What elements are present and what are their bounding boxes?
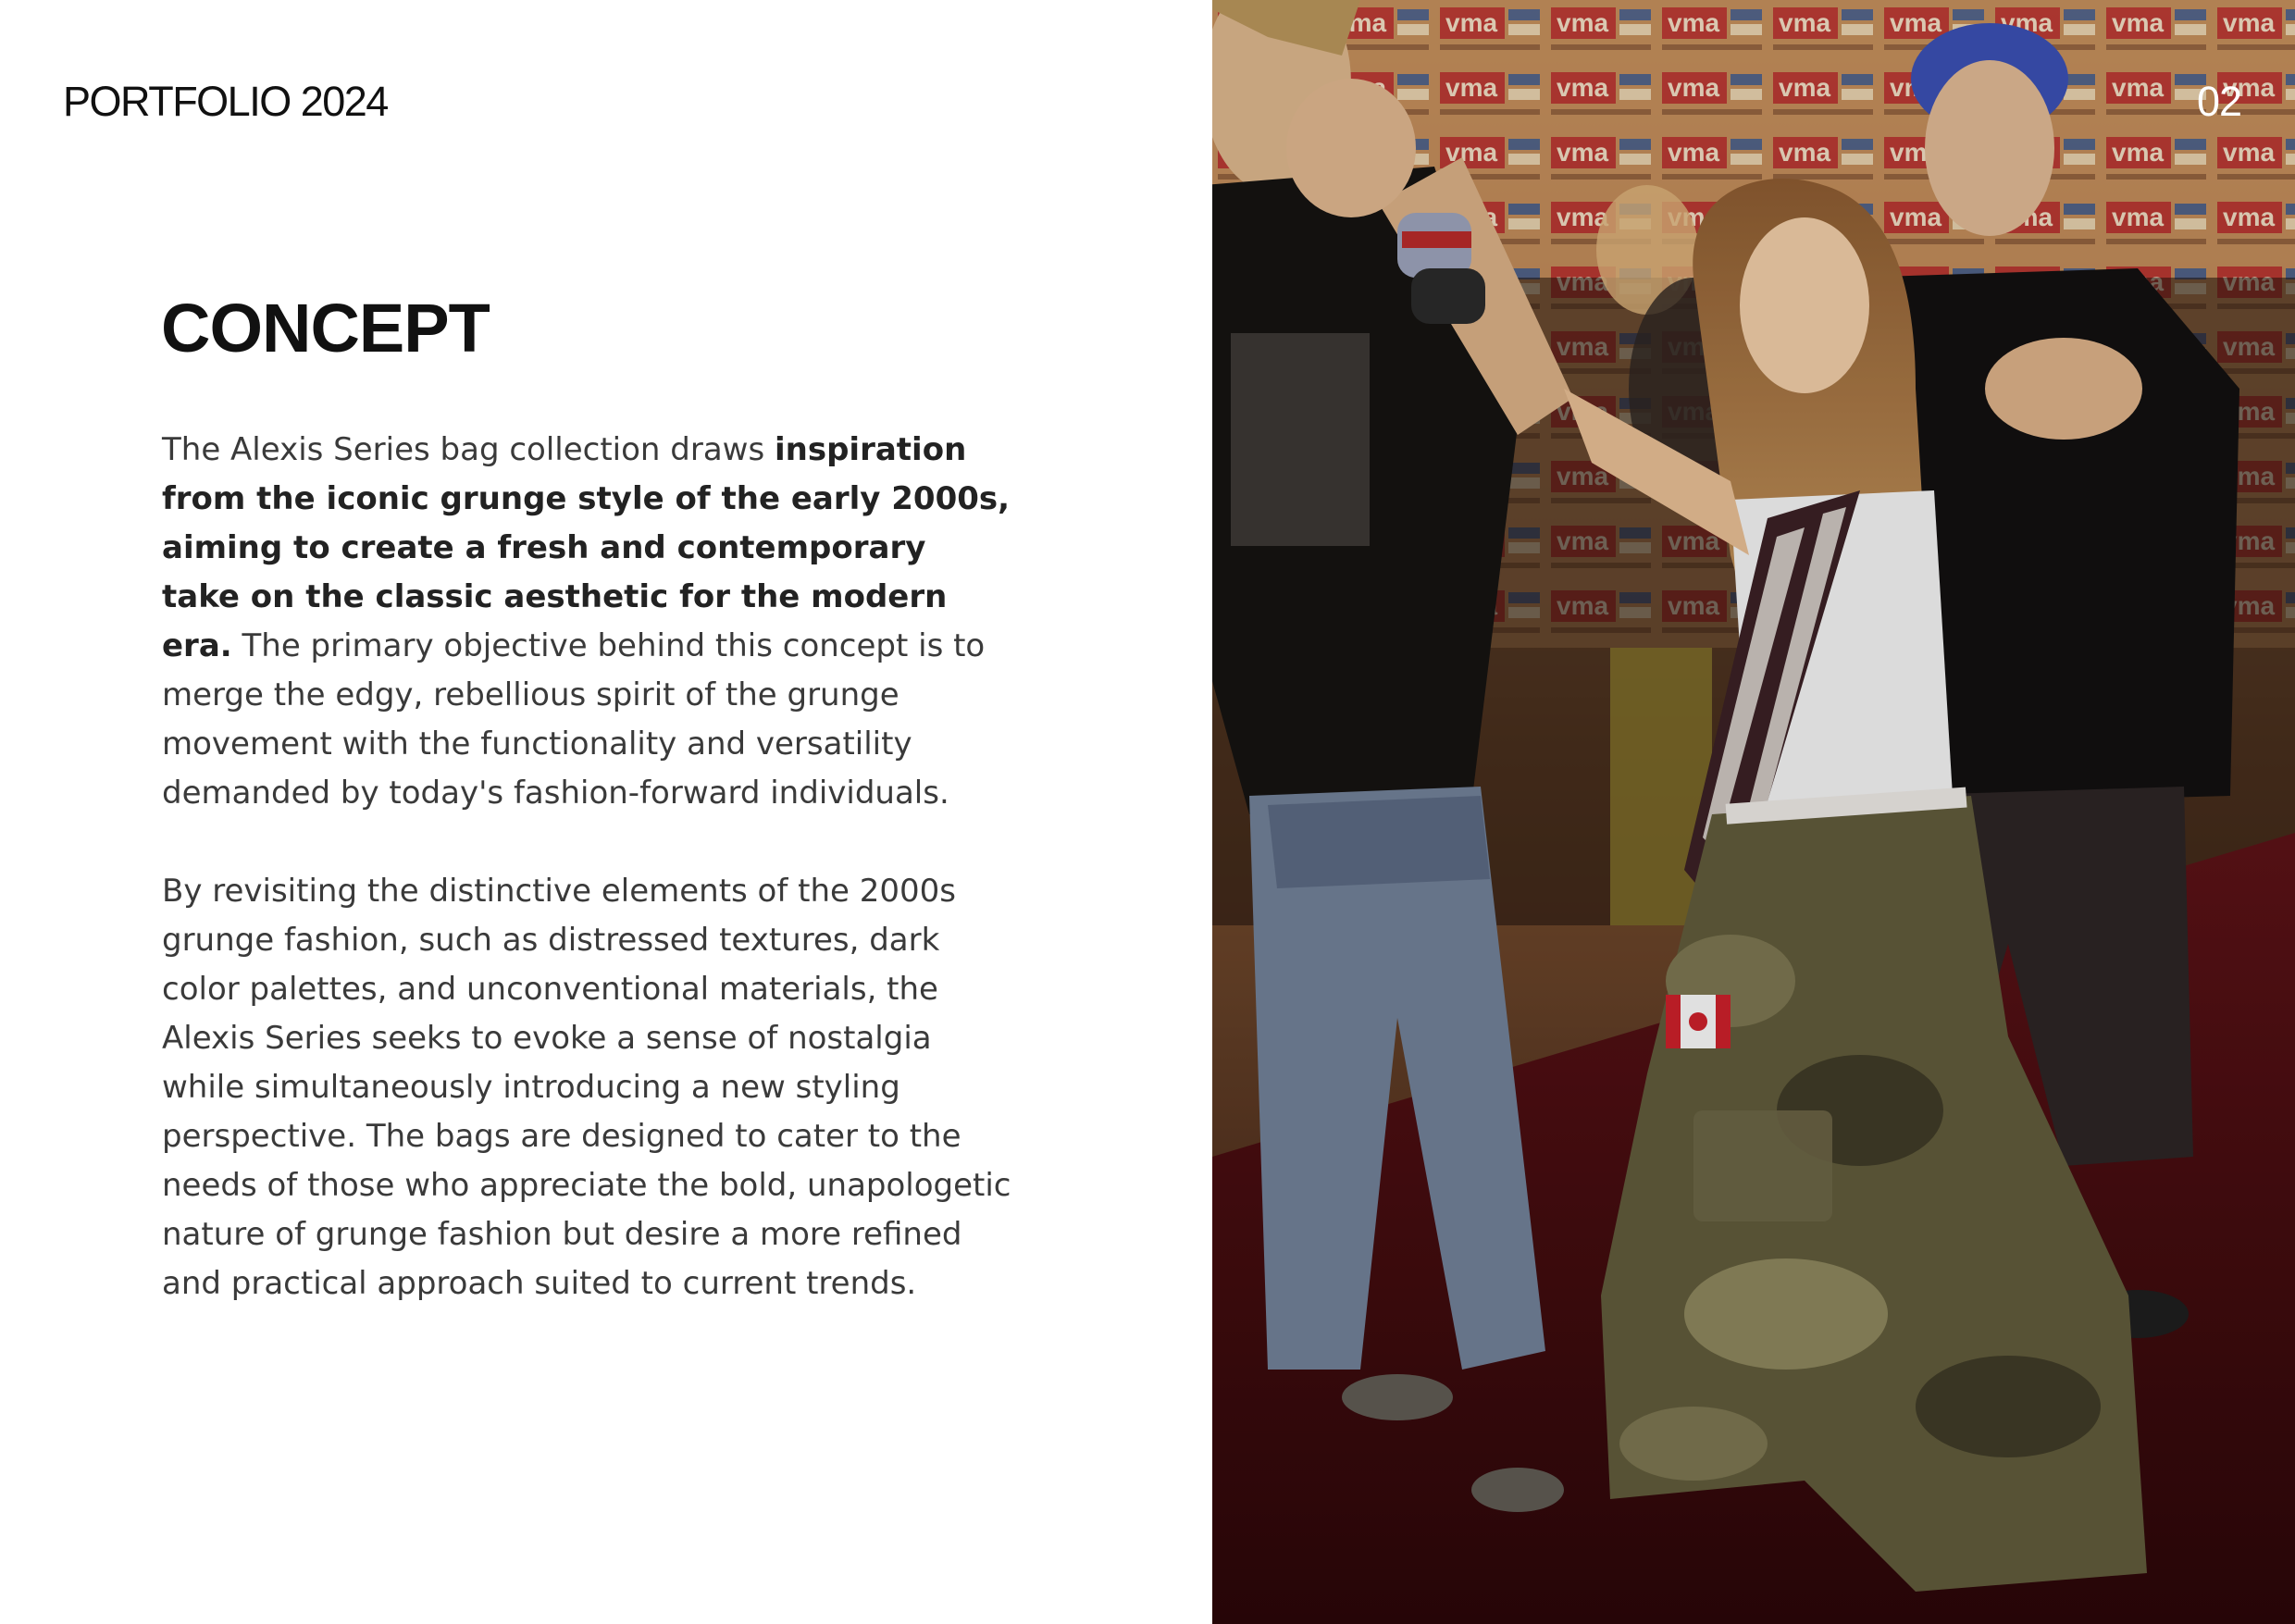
editorial-photo (1212, 0, 2295, 1624)
page-number: 02 (2196, 78, 2241, 125)
paragraph-1-rest: The primary objective behind this concept is to merge the edgy, rebellious spirit of the grunge movement with the functionality and versatility demanded by today's fashion-forward individuals. (162, 627, 986, 812)
portfolio-title: PORTFOLIO 2024 (63, 78, 388, 125)
photo-illustration (1212, 0, 2295, 1624)
concept-paragraph-1 (162, 426, 1013, 818)
paragraph-1-lead: The Alexis Series bag collection draws (162, 431, 775, 468)
concept-heading: CONCEPT (161, 290, 490, 366)
concept-paragraph-2: By revisiting the distinctive elements of the 2000s grunge fashion, such as distressed textures, dark color palettes, and unconventional materials, the Alexis Series seeks to evoke a sense of nostalgia while simultaneously introducing a new styling perspective. The bags are designed to cater to the needs of those who appreciate the bold, unapologetic nature of grunge fashion but desire a more refined and practical approach suited to current trends. (162, 873, 1011, 1302)
paragraph-1-emphasis: inspiration from the iconic grunge style of the early 2000s, aiming to create a fresh and contemporary take on the classic aesthetic for the modern era. (162, 431, 1011, 664)
